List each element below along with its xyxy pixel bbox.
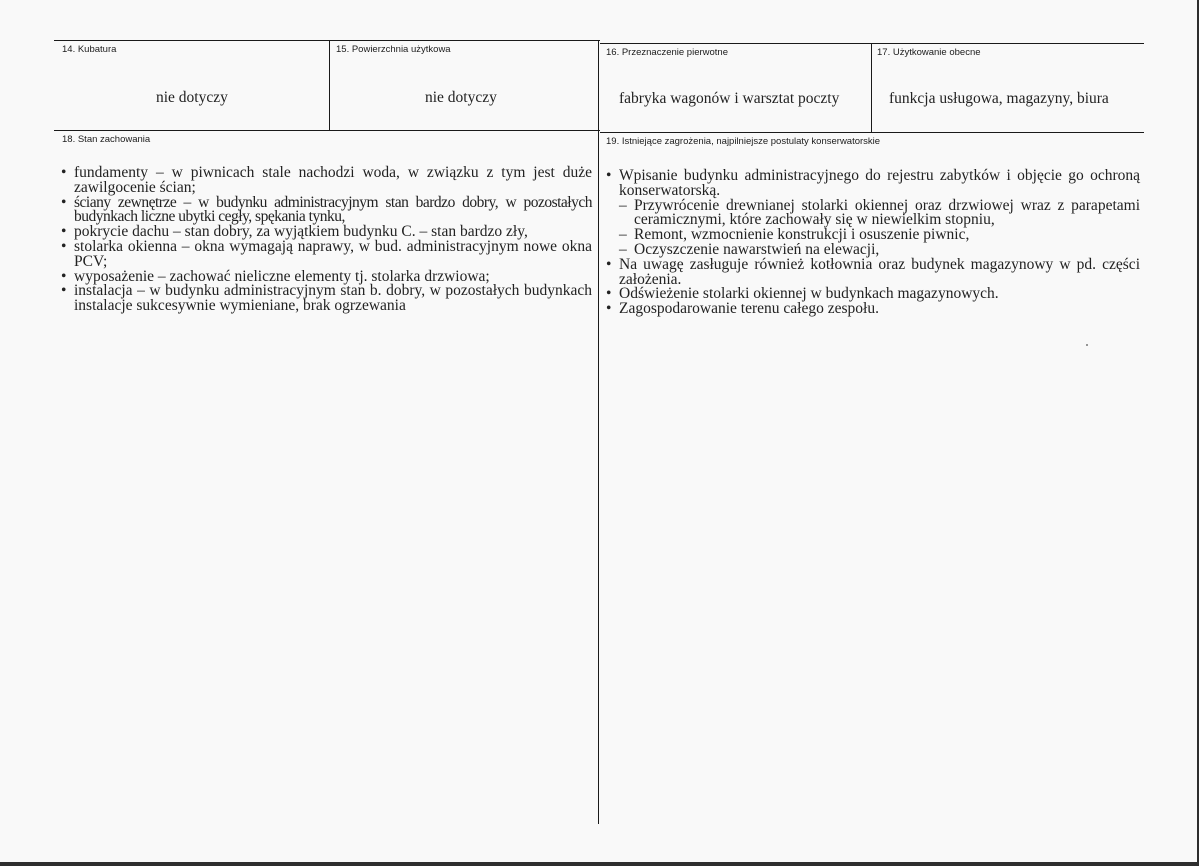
field-19-label: 19. Istniejące zagrożenia, najpilniejsze postulaty konserwatorskie (606, 136, 881, 147)
field-14-label: 14. Kubatura (62, 44, 117, 55)
postulate-subitem: – Remont, wzmocnienie konstrukcji i osuszenie piwnic, (606, 228, 1140, 243)
field-17-label: 17. Użytkowanie obecne (877, 47, 981, 58)
paper-speck (1086, 344, 1088, 346)
divider-16-17 (871, 43, 872, 132)
condition-item: • pokrycie dachu – stan dobry, za wyjątkiem budynku C. – stan bardzo zły, (61, 225, 592, 240)
field-18-list (61, 166, 592, 314)
condition-item: • stolarka okienna – okna wymagają naprawy, w bud. administracyjnym nowe okna PCV; (61, 240, 592, 270)
condition-item: • fundamenty – w piwnicach stale nachodzi woda, w związku z tym jest duże zawilgocenie ścian; (61, 166, 592, 196)
top-rule (54, 40, 600, 41)
condition-item: • ściany zewnętrze – w budynku administracyjnym stan bardzo dobry, w pozostałych budynkach liczne ubytki cegły, spękania tynku, (61, 196, 592, 226)
postulate-subitem: – Przywrócenie drewnianej stolarki okiennej oraz drzwiowej wraz z parapetami ceramicznymi, które zachowały się w niewielkim stopniu, (606, 199, 1140, 229)
field-15-label: 15. Powierzchnia użytkowa (336, 44, 451, 55)
top-rule-right (600, 43, 1144, 44)
field-16-value: fabryka wagonów i warsztat poczty (619, 90, 840, 107)
middle-rule-right (600, 132, 1144, 133)
field-15-value: nie dotyczy (425, 89, 497, 106)
condition-item: • wyposażenie – zachować nieliczne elementy tj. stolarka drzwiowa; (61, 270, 592, 285)
field-18-label: 18. Stan zachowania (62, 134, 151, 145)
middle-rule (54, 130, 600, 131)
postulate-item: • Odświeżenie stolarki okiennej w budynkach magazynowych. (606, 287, 1140, 302)
field-14-value: nie dotyczy (156, 89, 228, 106)
divider-14-15 (329, 40, 330, 130)
postulate-item: • Na uwagę zasługuje również kotłownia oraz budynek magazynowy w pd. części założenia. (606, 258, 1140, 288)
condition-item: • instalacja – w budynku administracyjnym stan b. dobry, w pozostałych budynkach instalacje sukcesywnie wymieniane, brak ogrzewania (61, 284, 592, 314)
field-19-list (606, 169, 1140, 317)
field-16-label: 16. Przeznaczenie pierwotne (606, 47, 728, 58)
postulate-item: • Zagospodarowanie terenu całego zespołu. (606, 302, 1140, 317)
postulate-subitem: – Oczyszczenie nawarstwień na elewacji, (606, 243, 1140, 258)
divider-main (598, 40, 599, 824)
postulate-item: • Wpisanie budynku administracyjnego do rejestru zabytków i objęcie go ochroną konserwatorską. (606, 169, 1140, 199)
field-17-value: funkcja usługowa, magazyny, biura (889, 90, 1109, 107)
